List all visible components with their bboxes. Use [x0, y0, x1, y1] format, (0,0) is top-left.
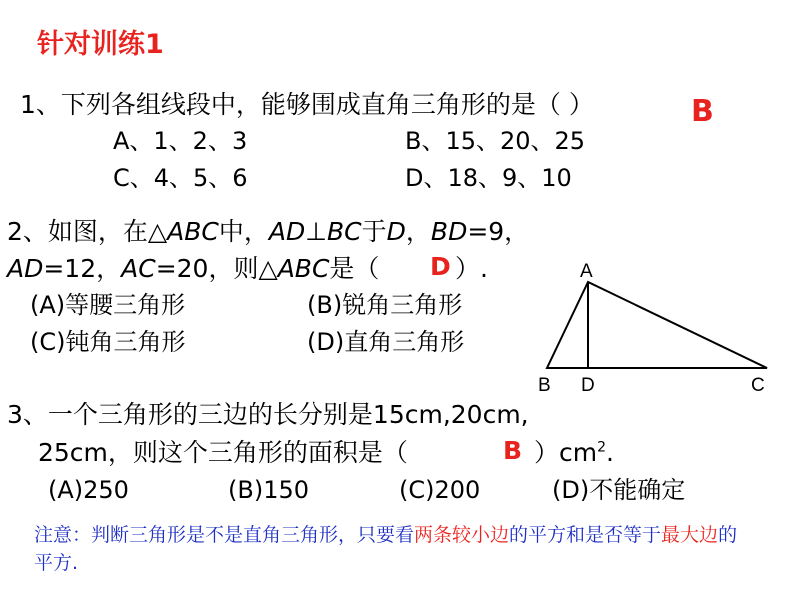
q1-stem: 1、下列各组线段中，能够围成直角三角形的是（ ） — [20, 90, 594, 119]
q3-unit-text: ）cm — [534, 438, 598, 467]
triangle-abc — [547, 282, 767, 368]
q3-option-a: (A)250 — [48, 476, 129, 504]
q2-var: AD — [7, 254, 44, 283]
q1-answer: B — [691, 94, 714, 129]
q3-unit-sup: 2 — [597, 439, 607, 456]
note-part: 的平方. — [34, 524, 738, 574]
q2-var: AD — [268, 217, 306, 246]
q2-text: ， — [405, 217, 431, 246]
q2-option-c: (C)钝角三角形 — [30, 328, 186, 356]
q3-unit — [534, 438, 614, 468]
q3-option-d: (D)不能确定 — [552, 476, 686, 504]
q2-answer: D — [430, 252, 451, 281]
q2-var: D — [386, 217, 406, 246]
label-b: B — [538, 375, 551, 396]
q2-text: 于 — [361, 217, 387, 246]
q3-answer: B — [503, 436, 523, 465]
q1-option-d: D、18、9、10 — [405, 164, 572, 192]
q3-unit-dot: . — [606, 438, 614, 467]
q2-stem-end: ）. — [455, 254, 488, 283]
q3-option-b: (B)150 — [228, 476, 309, 504]
q2-text: ⊥ — [305, 217, 328, 246]
q2-var: BD — [430, 217, 468, 246]
note-part: 的平方和是否等于 — [509, 524, 662, 546]
slide-title: 针对训练1 — [37, 29, 164, 60]
q2-var: ABC — [277, 254, 330, 283]
label-c: C — [751, 375, 765, 396]
note-part: 注意：判断三角形是不是直角三角形，只要看 — [34, 524, 415, 546]
q2-stem-line1 — [7, 217, 529, 247]
q3-stem-line1: 3、一个三角形的三边的长分别是15cm,20cm, — [7, 400, 529, 429]
q2-var: ABC — [167, 217, 219, 246]
label-d: D — [581, 375, 595, 396]
q2-text: 2、如图，在△ — [7, 217, 168, 246]
q2-text: =9， — [467, 217, 530, 246]
q1-option-b: B、15、20、25 — [405, 127, 586, 155]
note-highlight: 最大边 — [661, 524, 719, 546]
q2-var: BC — [327, 217, 362, 246]
q2-option-d: (D)直角三角形 — [307, 328, 465, 356]
note-text — [34, 521, 754, 577]
triangle-figure — [530, 270, 780, 380]
q1-option-c: C、4、5、6 — [113, 164, 248, 192]
q2-text: 是（ — [329, 254, 380, 283]
q2-text: =20，则△ — [155, 254, 278, 283]
q2-option-b: (B)锐角三角形 — [307, 291, 463, 319]
label-a: A — [580, 261, 593, 282]
q2-text: 中， — [218, 217, 269, 246]
q1-option-a: A、1、2、3 — [113, 127, 248, 155]
note-highlight: 两条较小边 — [414, 524, 510, 546]
q3-stem-line2: 25cm，则这个三角形的面积是（ — [38, 438, 408, 467]
q2-text: =12， — [43, 254, 122, 283]
q3-option-c: (C)200 — [399, 476, 481, 504]
q2-var: AC — [121, 254, 156, 283]
q2-stem-line2 — [7, 254, 379, 284]
q2-option-a: (A)等腰三角形 — [30, 291, 186, 319]
